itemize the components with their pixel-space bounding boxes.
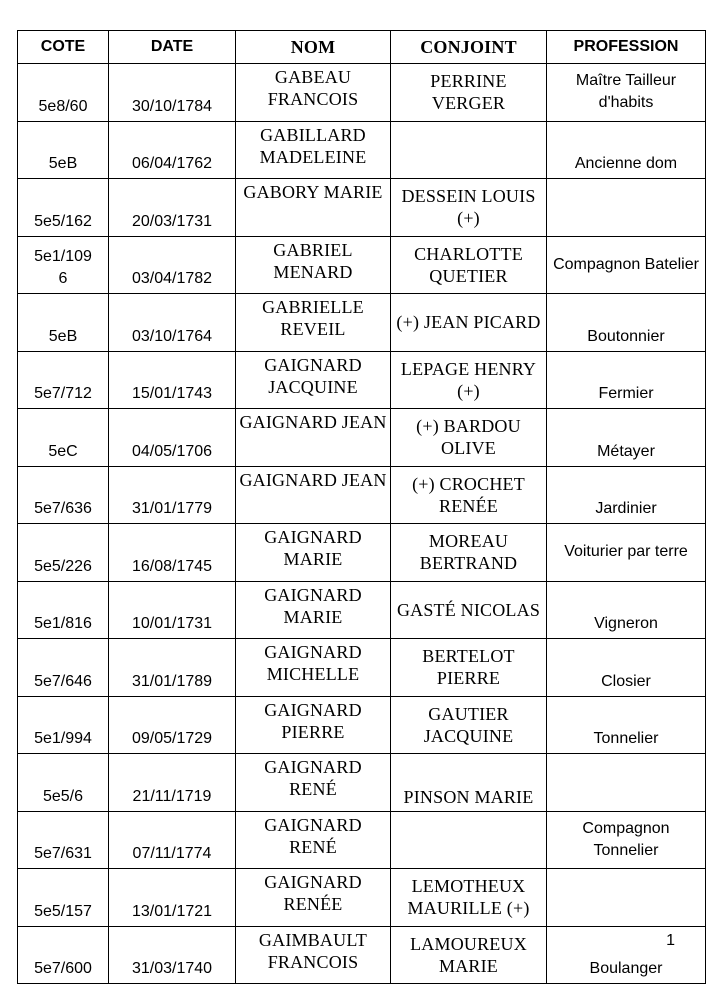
table-row: [18, 409, 706, 467]
conjoint-cell: CHARLOTTE QUETIER: [391, 236, 547, 294]
cote-cell: 5e7/712: [18, 351, 109, 409]
conjoint-cell: MOREAU BERTRAND: [391, 524, 547, 582]
table-row: [18, 639, 706, 697]
cote-cell: 5eB: [18, 121, 109, 179]
nom-cell: GABORY MARIE: [236, 179, 391, 237]
conjoint-cell: LEPAGE HENRY (+): [391, 351, 547, 409]
cote-cell: 5e7/631: [18, 811, 109, 869]
header-date: DATE: [109, 31, 236, 64]
nom-cell: GAIGNARD JACQUINE: [236, 351, 391, 409]
profession-cell: Tonnelier: [547, 696, 706, 754]
header-conjoint: CONJOINT: [391, 31, 547, 64]
nom-cell: GABEAU FRANCOIS: [236, 64, 391, 122]
cote-cell: 5eB: [18, 294, 109, 352]
date-cell: 09/05/1729: [109, 696, 236, 754]
profession-cell: Vigneron: [547, 581, 706, 639]
profession-cell: Maître Tailleur d'habits: [547, 64, 706, 122]
profession-cell: Métayer: [547, 409, 706, 467]
cote-cell: 5e5/157: [18, 869, 109, 927]
profession-cell: Voiturier par terre: [547, 524, 706, 582]
table-row: [18, 466, 706, 524]
date-cell: 06/04/1762: [109, 121, 236, 179]
nom-cell: GABRIELLE REVEIL: [236, 294, 391, 352]
conjoint-cell: [391, 811, 547, 869]
conjoint-cell: DESSEIN LOUIS (+): [391, 179, 547, 237]
table-row: [18, 524, 706, 582]
header-profession: PROFESSION: [547, 31, 706, 64]
table-row: [18, 351, 706, 409]
cote-cell: 5e7/600: [18, 926, 109, 984]
date-cell: 30/10/1784: [109, 64, 236, 122]
cote-cell: 5e1/816: [18, 581, 109, 639]
conjoint-cell: LEMOTHEUX MAURILLE (+): [391, 869, 547, 927]
nom-cell: GAIMBAULT FRANCOIS: [236, 926, 391, 984]
nom-cell: GABILLARD MADELEINE: [236, 121, 391, 179]
table-row: [18, 236, 706, 294]
date-cell: 04/05/1706: [109, 409, 236, 467]
conjoint-cell: [391, 121, 547, 179]
date-cell: 21/11/1719: [109, 754, 236, 812]
cote-cell: 5e7/636: [18, 466, 109, 524]
date-cell: 03/10/1764: [109, 294, 236, 352]
conjoint-cell: BERTELOT PIERRE: [391, 639, 547, 697]
profession-cell: [547, 179, 706, 237]
cote-cell: 5eC: [18, 409, 109, 467]
profession-cell: Jardinier: [547, 466, 706, 524]
date-cell: 07/11/1774: [109, 811, 236, 869]
cote-cell: 5e5/226: [18, 524, 109, 582]
header-cote: COTE: [18, 31, 109, 64]
header-row: [18, 31, 706, 64]
cote-cell: 5e1/994: [18, 696, 109, 754]
cote-cell: 5e8/60: [18, 64, 109, 122]
nom-cell: GAIGNARD RENÉE: [236, 869, 391, 927]
nom-cell: GAIGNARD RENÉ: [236, 754, 391, 812]
profession-cell: Compagnon Batelier: [547, 236, 706, 294]
conjoint-cell: PINSON MARIE: [391, 754, 547, 812]
profession-cell: [547, 869, 706, 927]
table-row: [18, 754, 706, 812]
profession-cell: Boulanger 1: [547, 926, 706, 984]
nom-cell: GAIGNARD PIERRE: [236, 696, 391, 754]
nom-cell: GAIGNARD RENÉ: [236, 811, 391, 869]
date-cell: 20/03/1731: [109, 179, 236, 237]
nom-cell: GAIGNARD MARIE: [236, 524, 391, 582]
date-cell: 15/01/1743: [109, 351, 236, 409]
table-row: [18, 179, 706, 237]
nom-cell: GAIGNARD JEAN: [236, 466, 391, 524]
profession-cell: Closier: [547, 639, 706, 697]
conjoint-cell: (+) BARDOU OLIVE: [391, 409, 547, 467]
table-row: [18, 811, 706, 869]
profession-cell: Boutonnier: [547, 294, 706, 352]
table-row: [18, 294, 706, 352]
profession-cell: Fermier: [547, 351, 706, 409]
conjoint-cell: GASTÉ NICOLAS: [391, 581, 547, 639]
page-number: 1: [666, 931, 675, 949]
conjoint-cell: (+) CROCHET RENÉE: [391, 466, 547, 524]
table-row: [18, 696, 706, 754]
profession-cell: Ancienne dom: [547, 121, 706, 179]
date-cell: 10/01/1731: [109, 581, 236, 639]
date-cell: 31/01/1779: [109, 466, 236, 524]
cote-cell: 5e1/1096: [18, 236, 109, 294]
date-cell: 31/03/1740: [109, 926, 236, 984]
date-cell: 16/08/1745: [109, 524, 236, 582]
nom-cell: GABRIEL MENARD: [236, 236, 391, 294]
conjoint-cell: LAMOUREUX MARIE: [391, 926, 547, 984]
date-cell: 03/04/1782: [109, 236, 236, 294]
conjoint-cell: GAUTIER JACQUINE: [391, 696, 547, 754]
date-cell: 31/01/1789: [109, 639, 236, 697]
conjoint-cell: (+) JEAN PICARD: [391, 294, 547, 352]
nom-cell: GAIGNARD MARIE: [236, 581, 391, 639]
nom-cell: GAIGNARD JEAN: [236, 409, 391, 467]
nom-cell: GAIGNARD MICHELLE: [236, 639, 391, 697]
table-row: [18, 581, 706, 639]
table-body: [18, 64, 706, 984]
table-row: [18, 64, 706, 122]
cote-cell: 5e5/162: [18, 179, 109, 237]
table-row: [18, 869, 706, 927]
cote-cell: 5e5/6: [18, 754, 109, 812]
profession-cell: [547, 754, 706, 812]
table-row: [18, 926, 706, 984]
header-nom: NOM: [236, 31, 391, 64]
conjoint-cell: PERRINE VERGER: [391, 64, 547, 122]
records-table: [17, 30, 706, 984]
date-cell: 13/01/1721: [109, 869, 236, 927]
profession-cell: Compagnon Tonnelier: [547, 811, 706, 869]
table-row: [18, 121, 706, 179]
cote-cell: 5e7/646: [18, 639, 109, 697]
